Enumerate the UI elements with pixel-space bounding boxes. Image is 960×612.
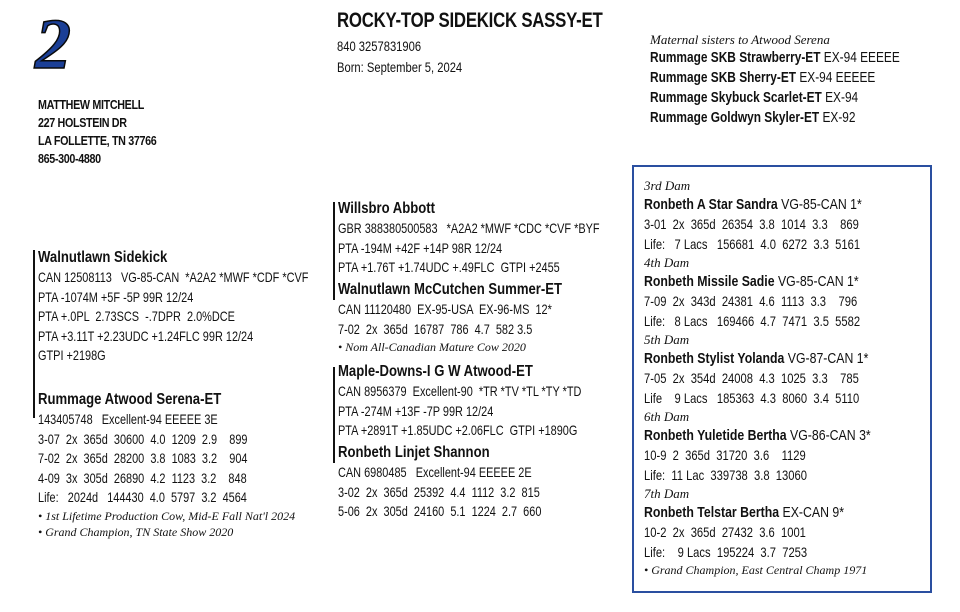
dam-line: 143405748 Excellent-94 EEEEE 3E: [38, 411, 218, 427]
dam-name: Rummage Atwood Serena-ET: [38, 391, 222, 408]
third-dam: [644, 177, 920, 254]
sire-dam-name: Walnutlawn McCutchen Summer-ET: [338, 281, 563, 298]
sire-name: Walnutlawn Sidekick: [38, 249, 168, 266]
sire-dam-block: [338, 280, 612, 355]
dam-name: Ronbeth Stylist Yolanda: [644, 350, 785, 367]
dam-record: Life: 8 Lacs 169466 4.7 7471 3.5 5582: [644, 312, 861, 329]
dam-record: 3-01 2x 365d 26354 3.8 1014 3.3 869: [644, 216, 859, 232]
sire-sire-line: PTA -194M +42F +14P 98R 12/24: [338, 239, 503, 256]
dam-line: 7-02 2x 365d 28200 3.8 1083 3.2 904: [38, 450, 248, 466]
fourth-dam: [644, 254, 920, 331]
animal-registration: 840 3257831906: [337, 38, 422, 54]
sire-sire-line: GBR 388380500583 *A2A2 *MWF *CDC *CVF *BYF: [338, 220, 600, 236]
dam-generation-label: 7th Dam: [644, 486, 690, 501]
sire-sire-block: [338, 199, 673, 278]
sire-line: PTA +3.11T +2.23UDC +1.24FLC 99R 12/24: [38, 327, 254, 344]
sister-name: Rummage SKB Strawberry-ET: [650, 50, 821, 66]
animal-info: [337, 36, 493, 78]
dam-sire-line: PTA -274M +13F -7P 99R 12/24: [338, 402, 494, 419]
dam-line: 4-09 3x 305d 26890 4.2 1123 3.2 848: [38, 469, 247, 486]
fifth-dam: [644, 331, 920, 408]
animal-name: ROCKY-TOP SIDEKICK SASSY-ET: [337, 9, 603, 32]
sire-line: CAN 12508113 VG-85-CAN *A2A2 *MWF *CDF *CVF: [38, 269, 309, 285]
dam-record: Life: 11 Lac 339738 3.8 13060: [644, 466, 807, 483]
dam-dam-line: 3-02 2x 365d 25392 4.4 1112 3.2 815: [338, 483, 540, 500]
maternal-sisters: [650, 32, 955, 128]
dam-generation-label: 3rd Dam: [644, 178, 691, 193]
dam-name-row: [644, 503, 871, 523]
dam-record: Life: 9 Lacs 195224 3.7 7253: [644, 543, 808, 560]
animal-birthdate: Born: September 5, 2024: [337, 59, 463, 75]
sister-item: [650, 48, 900, 68]
sire-dam-line: CAN 11120480 EX-95-USA EX-96-MS 12*: [338, 301, 552, 317]
consignor-info: [38, 96, 176, 168]
extended-dams-box: [632, 165, 932, 593]
dam-record: Life: 7 Lacs 156681 4.0 6272 3.3 5161: [644, 235, 861, 252]
dam-line: Life: 2024d 144430 4.0 5797 3.2 4564: [38, 489, 247, 505]
dam-generation-label: 5th Dam: [644, 332, 690, 347]
dam-dam-name: Ronbeth Linjet Shannon: [338, 444, 490, 461]
dam-note: • Grand Champion, East Central Champ 1971: [644, 563, 868, 577]
dam-generation-label: 6th Dam: [644, 409, 690, 424]
dam-generation-label: 4th Dam: [644, 255, 690, 270]
dam-score: VG-87-CAN 1*: [784, 350, 869, 367]
consignor-name: MATTHEW MITCHELL: [38, 98, 144, 112]
maternal-sisters-header: Maternal sisters to Atwood Serena: [650, 32, 830, 47]
dam-record: Life 9 Lacs 185363 4.3 8060 3.4 5110: [644, 389, 860, 406]
dam-sire-block: [338, 362, 650, 441]
dam-sire-line: PTA +2891T +1.85UDC +2.06FLC GTPI +1890G: [338, 422, 578, 438]
lot-number: 2: [35, 4, 71, 84]
dam-score: VG-85-CAN 1*: [777, 196, 862, 213]
sister-name: Rummage Skybuck Scarlet-ET: [650, 90, 822, 106]
sire-line: PTA -1074M +5F -5P 99R 12/24: [38, 288, 194, 305]
sire-sire-line: PTA +1.76T +1.74UDC +.49FLC GTPI +2455: [338, 259, 560, 275]
sister-name: Rummage Goldwyn Skyler-ET: [650, 110, 820, 126]
dam-name-row: [644, 426, 871, 446]
consignor-address-line-2: LA FOLLETTE, TN 37766: [38, 134, 157, 148]
sixth-dam: [644, 408, 920, 485]
dam-name: Ronbeth Telstar Bertha: [644, 504, 780, 521]
dam-record: 10-2 2x 365d 27432 3.6 1001: [644, 524, 806, 540]
sister-item: [650, 88, 900, 108]
seventh-dam: [644, 485, 920, 579]
dam-score: EX-CAN 9*: [779, 504, 845, 521]
dam-note: • Grand Champion, TN State Show 2020: [38, 524, 234, 539]
dam-record: 7-05 2x 354d 24008 4.3 1025 3.3 785: [644, 370, 859, 386]
dam-sire-line: CAN 8956379 Excellent-90 *TR *TV *TL *TY *TD: [338, 383, 582, 399]
sire-block: [38, 248, 385, 366]
pedigree-bracket-line: [33, 250, 35, 418]
sire-dam-note: • Nom All-Canadian Mature Cow 2020: [338, 340, 526, 354]
dam-note: • 1st Lifetime Production Cow, Mid-E Fall Nat'l 2024: [38, 508, 296, 523]
sire-line: GTPI +2198G: [38, 347, 106, 363]
sister-score: EX-94 EEEEE: [796, 70, 876, 86]
dam-name: Ronbeth Yuletide Bertha: [644, 427, 787, 444]
dam-record: 7-09 2x 343d 24381 4.6 1113 3.3 796: [644, 293, 858, 309]
dam-block: [38, 390, 307, 540]
dam-name-row: [644, 349, 871, 369]
dam-dam-block: [338, 443, 599, 522]
sister-item: [650, 108, 900, 128]
sister-name: Rummage SKB Sherry-ET: [650, 70, 797, 86]
pedigree-bracket-line: [333, 367, 335, 463]
sire-line: PTA +.0PL 2.73SCS -.7DPR 2.0%DCE: [38, 308, 235, 324]
dam-dam-line: 5-06 2x 305d 24160 5.1 1224 2.7 660: [338, 503, 542, 519]
dam-name-row: [644, 272, 871, 292]
dam-name: Ronbeth A Star Sandra: [644, 196, 778, 213]
dam-line: 3-07 2x 365d 30600 4.0 1209 2.9 899: [38, 430, 248, 447]
consignor-phone: 865-300-4880: [38, 152, 101, 166]
sister-score: EX-94: [821, 90, 859, 106]
dam-name-row: [644, 195, 871, 215]
dam-record: 10-9 2 365d 31720 3.6 1129: [644, 447, 806, 463]
dam-score: VG-85-CAN 1*: [774, 273, 859, 290]
sire-dam-line: 7-02 2x 365d 16787 786 4.7 582 3.5: [338, 320, 533, 337]
dam-name: Ronbeth Missile Sadie: [644, 273, 775, 290]
sire-sire-name: Willsbro Abbott: [338, 200, 436, 217]
dam-score: VG-86-CAN 3*: [786, 427, 871, 444]
sister-score: EX-92: [819, 110, 856, 126]
sister-score: EX-94 EEEEE: [820, 50, 900, 66]
sister-item: [650, 68, 900, 88]
dam-sire-name: Maple-Downs-I G W Atwood-ET: [338, 363, 533, 380]
consignor-address-line-1: 227 HOLSTEIN DR: [38, 116, 127, 130]
dam-dam-line: CAN 6980485 Excellent-94 EEEEE 2E: [338, 464, 532, 480]
